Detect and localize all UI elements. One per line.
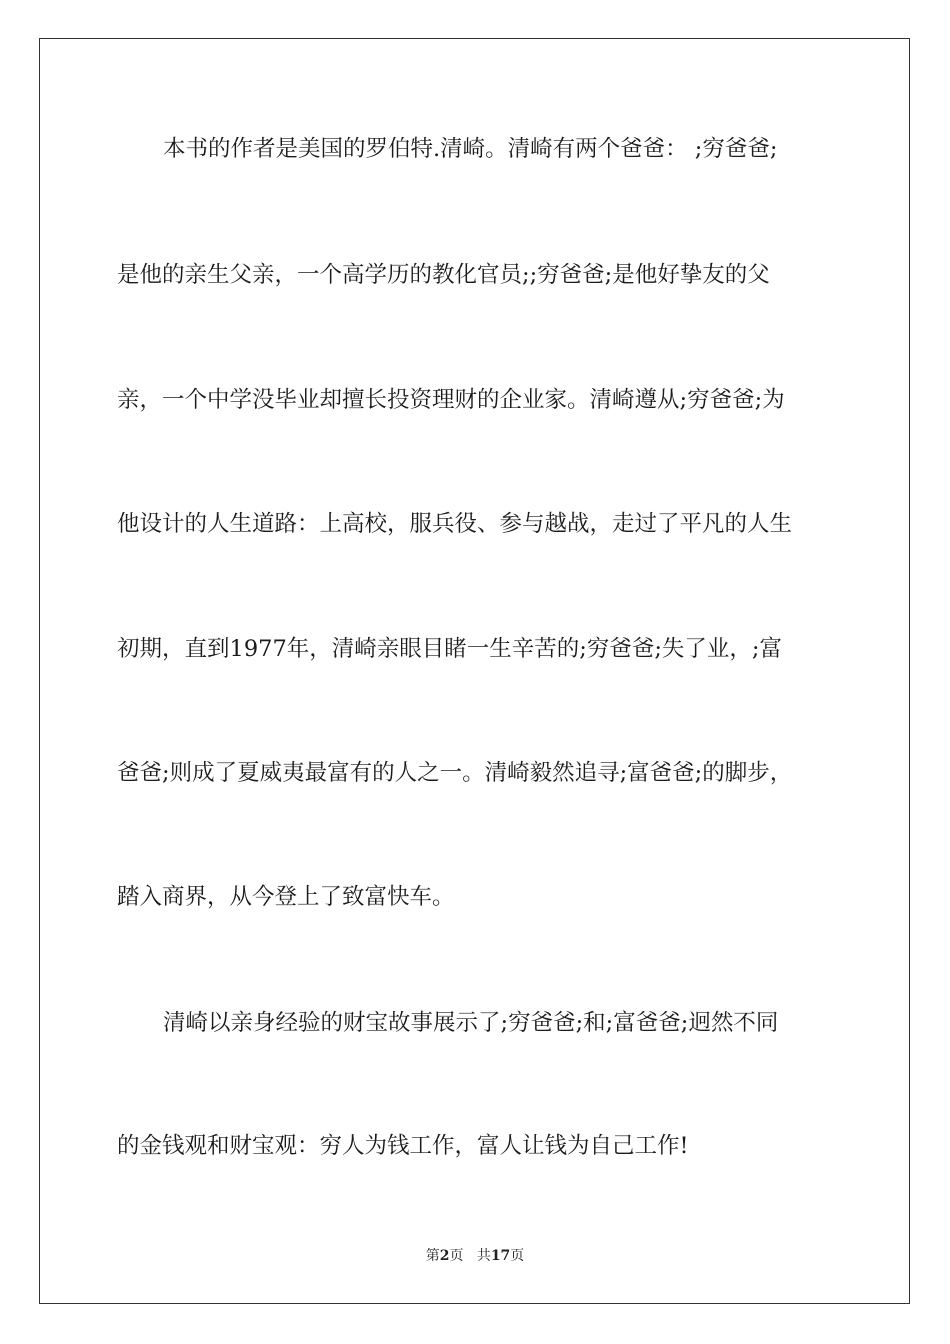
paragraph-line: 本书的作者是美国的罗伯特.清崎。清崎有两个爸爸： ;穷爸爸; bbox=[163, 136, 778, 162]
paragraph-line: 是他的亲生父亲，一个高学历的教化官员;;穷爸爸;是他好挚友的父 bbox=[117, 262, 770, 288]
page-footer bbox=[0, 1246, 950, 1266]
total-pages: 17 bbox=[490, 1248, 511, 1264]
paragraph-line: 爸爸;则成了夏威夷最富有的人之一。清崎毅然追寻;富爸爸;的脚步， bbox=[117, 760, 793, 786]
paragraph-line: 亲，一个中学没毕业却擅长投资理财的企业家。清崎遵从;穷爸爸;为 bbox=[117, 387, 785, 413]
paragraph-line: 的金钱观和财宝观：穷人为钱工作，富人让钱为自己工作! bbox=[117, 1133, 689, 1159]
paragraph-line: 清崎以亲身经验的财宝故事展示了;穷爸爸;和;富爸爸;迥然不同 bbox=[163, 1010, 779, 1036]
page-suffix: 页 bbox=[449, 1248, 464, 1264]
total-suffix: 页 bbox=[510, 1248, 525, 1264]
paragraph-line: 他设计的人生道路：上高校，服兵役、参与越战，走过了平凡的人生 bbox=[117, 511, 793, 537]
page-border bbox=[39, 38, 910, 1304]
paragraph-line: 踏入商界，从今登上了致富快车。 bbox=[117, 884, 455, 910]
page-number: 2 bbox=[439, 1248, 450, 1264]
paragraph-line: 初期，直到1977年，清崎亲眼目睹一生辛苦的;穷爸爸;失了业，;富 bbox=[117, 636, 783, 662]
total-prefix: 共 bbox=[476, 1248, 491, 1264]
page-prefix: 第 bbox=[425, 1248, 440, 1264]
